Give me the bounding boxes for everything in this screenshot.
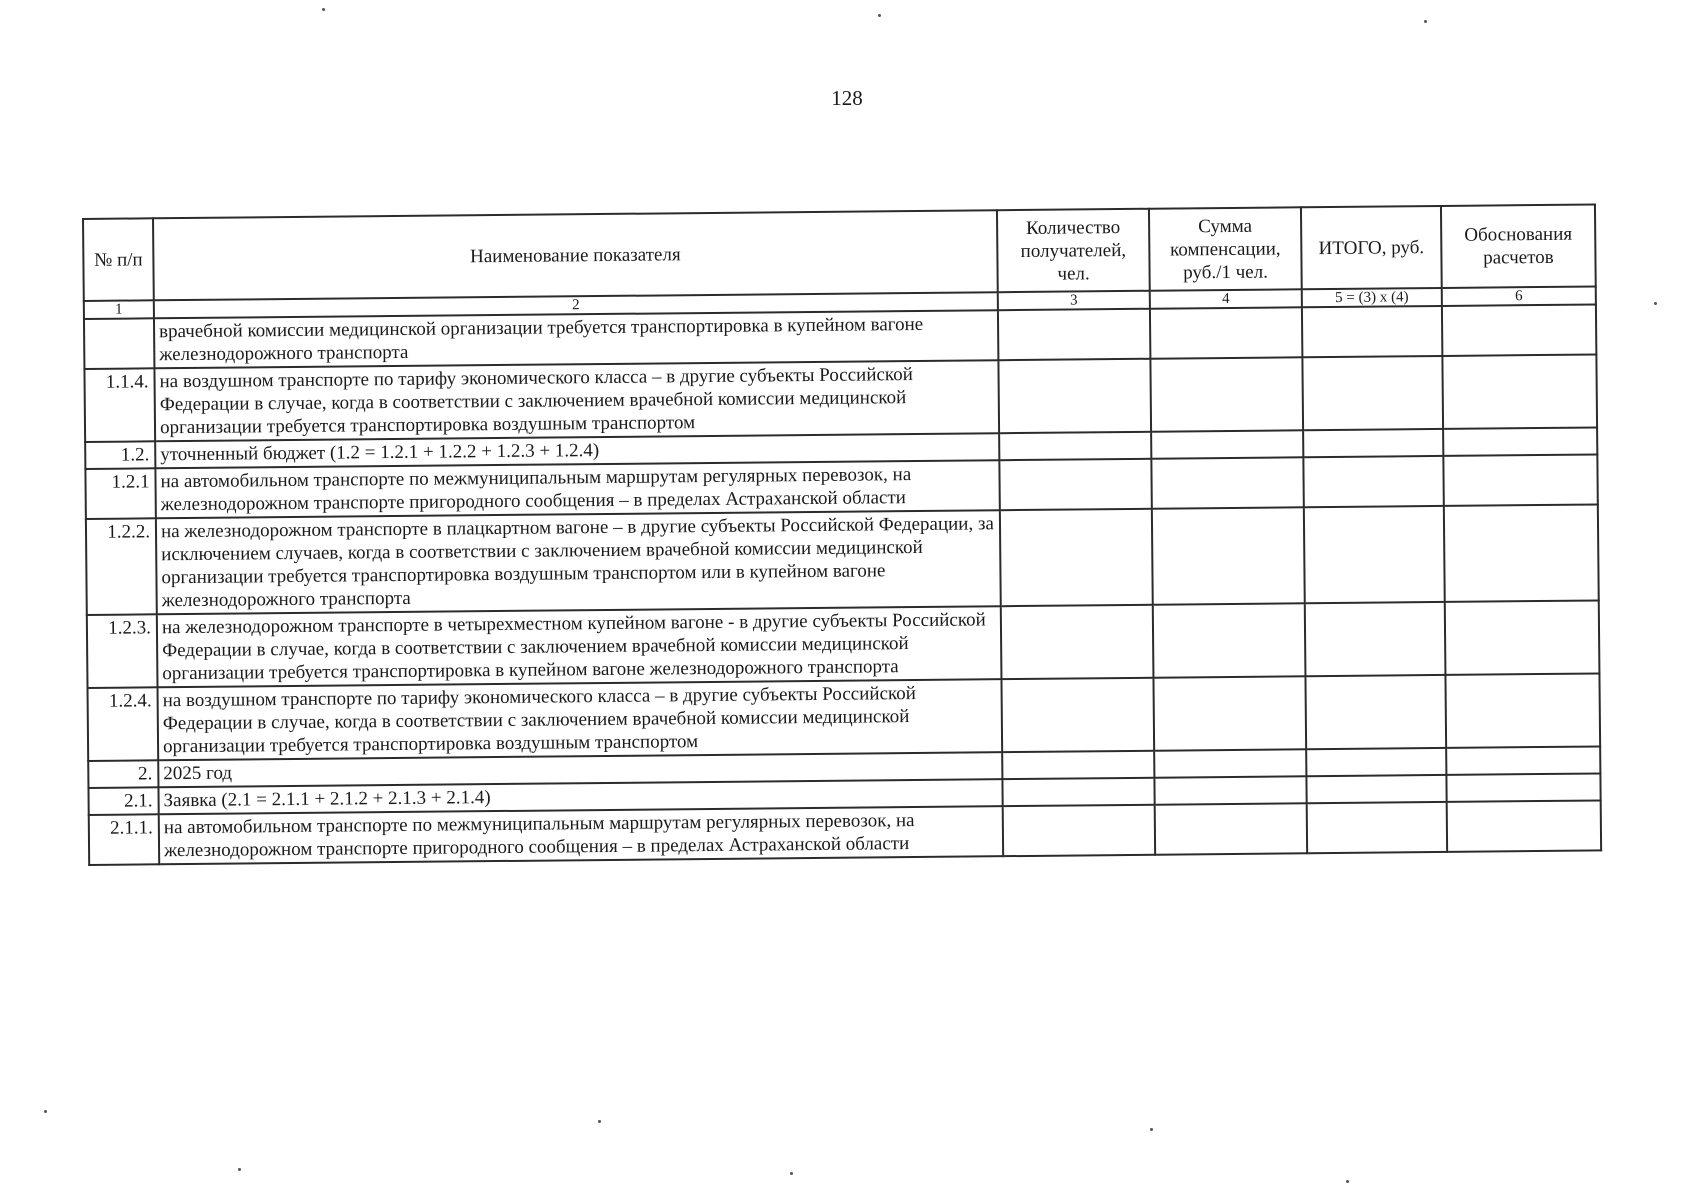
column-number: 2 xyxy=(154,292,998,318)
cell-sum xyxy=(1151,430,1303,458)
cell-total xyxy=(1302,306,1442,357)
cell-count xyxy=(1002,778,1154,806)
header-num: № п/п xyxy=(83,218,154,301)
cell-total xyxy=(1303,456,1443,507)
cell-basis xyxy=(1443,454,1597,505)
cell-total xyxy=(1302,356,1443,430)
cell-sum xyxy=(1152,507,1305,604)
cell-count xyxy=(1001,605,1154,679)
cell-count xyxy=(998,359,1151,433)
cell-sum xyxy=(1150,307,1302,358)
cell-count xyxy=(1003,805,1155,856)
cell-basis xyxy=(1443,427,1597,455)
cell-total xyxy=(1303,429,1443,457)
row-number xyxy=(84,318,154,369)
cell-total xyxy=(1305,602,1446,676)
cell-total xyxy=(1306,748,1446,776)
row-name: на железнодорожном транспорте в плацкартном вагоне – в другие субъекты Российской Федерации, за исключением случаев, когда в соответствии с заключением врачебной комиссии медицинской организации требуется транспортировка воздушным транспортом или в купейном вагоне железнодорожного транспорта xyxy=(156,510,1001,614)
row-number: 1.2.4. xyxy=(88,687,159,761)
row-number: 1.1.4. xyxy=(84,368,155,442)
header-sum: Сумма компенсации, руб./1 чел. xyxy=(1149,207,1302,290)
cell-total xyxy=(1307,802,1447,853)
header-row xyxy=(83,204,1596,301)
row-name: на автомобильном транспорте по межмуниципальным маршрутам регулярных перевозок, на железнодорожном транспорте пригородного сообщения – в пределах Астраханской области xyxy=(155,460,999,518)
cell-sum xyxy=(1153,603,1306,677)
row-number: 1.2.3. xyxy=(87,614,158,688)
column-number: 6 xyxy=(1442,286,1596,305)
column-number: 1 xyxy=(84,300,154,319)
cell-basis xyxy=(1442,304,1596,355)
row-number: 1.2. xyxy=(85,441,155,469)
header-total: ИТОГО, руб. xyxy=(1301,206,1442,289)
row-number: 2.1. xyxy=(88,787,158,815)
cell-sum xyxy=(1154,749,1306,777)
header-count: Количество получателей, чел. xyxy=(997,209,1150,292)
row-name: Заявка (2.1 = 2.1.1 + 2.1.2 + 2.1.3 + 2.1.4) xyxy=(158,779,1002,814)
row-name: уточненный бюджет (1.2 = 1.2.1 + 1.2.2 + 1.2.3 + 1.2.4) xyxy=(155,433,999,468)
cell-count xyxy=(1002,751,1154,779)
cell-total xyxy=(1306,775,1446,803)
cell-count xyxy=(1001,678,1154,752)
header-name: Наименование показателя xyxy=(153,210,998,300)
cell-basis xyxy=(1444,504,1599,601)
report-table xyxy=(82,203,1602,866)
cell-count xyxy=(998,309,1150,360)
row-number: 2.1.1. xyxy=(89,814,159,865)
row-name: на железнодорожном транспорте в четырехместном купейном вагоне - в другие субъекты Российской Федерации в случае, когда в соответствии с заключением врачебной комиссии медицинской организации требуется транспортировка в купейном вагоне железнодорожного транспорта xyxy=(157,606,1002,687)
cell-basis xyxy=(1447,800,1601,851)
cell-count xyxy=(999,459,1151,510)
cell-basis xyxy=(1445,673,1600,747)
cell-total xyxy=(1304,506,1445,603)
row-name: врачебной комиссии медицинской организации требуется транспортировка в купейном вагоне железнодорожного транспорта xyxy=(154,310,998,368)
cell-basis xyxy=(1446,773,1600,801)
cell-sum xyxy=(1150,357,1303,431)
row-name: на воздушном транспорте по тарифу экономического класса – в другие субъекты Российской Федерации в случае, когда в соответствии с заключением врачебной комиссии медицинской организации требуется транспортировка воздушным транспортом xyxy=(158,679,1003,760)
column-number: 5 = (3) x (4) xyxy=(1302,288,1442,307)
column-number: 3 xyxy=(998,291,1150,310)
row-number: 1.2.2. xyxy=(86,518,157,615)
cell-count xyxy=(999,432,1151,460)
cell-sum xyxy=(1154,776,1306,804)
row-name: на автомобильном транспорте по межмуниципальным маршрутам регулярных перевозок, на железнодорожном транспорте пригородного сообщения – в пределах Астраханской области xyxy=(159,806,1003,864)
cell-basis xyxy=(1446,746,1600,774)
cell-sum xyxy=(1155,803,1307,854)
row-name: на воздушном транспорте по тарифу экономического класса – в другие субъекты Российской Федерации в случае, когда в соответствии с заключением врачебной комиссии медицинской организации требуется транспортировка воздушным транспортом xyxy=(154,360,999,441)
cell-basis xyxy=(1442,354,1597,428)
header-basis: Обоснования расчетов xyxy=(1441,204,1596,287)
cell-count xyxy=(1000,509,1153,606)
cell-sum xyxy=(1153,676,1306,750)
column-number: 4 xyxy=(1150,289,1302,308)
cell-basis xyxy=(1445,600,1600,674)
cell-sum xyxy=(1151,457,1303,508)
cell-total xyxy=(1305,675,1446,749)
table-row xyxy=(86,504,1599,615)
page-number: 128 xyxy=(831,86,863,110)
row-number: 1.2.1 xyxy=(85,468,155,519)
row-name: 2025 год xyxy=(158,752,1002,787)
row-number: 2. xyxy=(88,760,158,788)
